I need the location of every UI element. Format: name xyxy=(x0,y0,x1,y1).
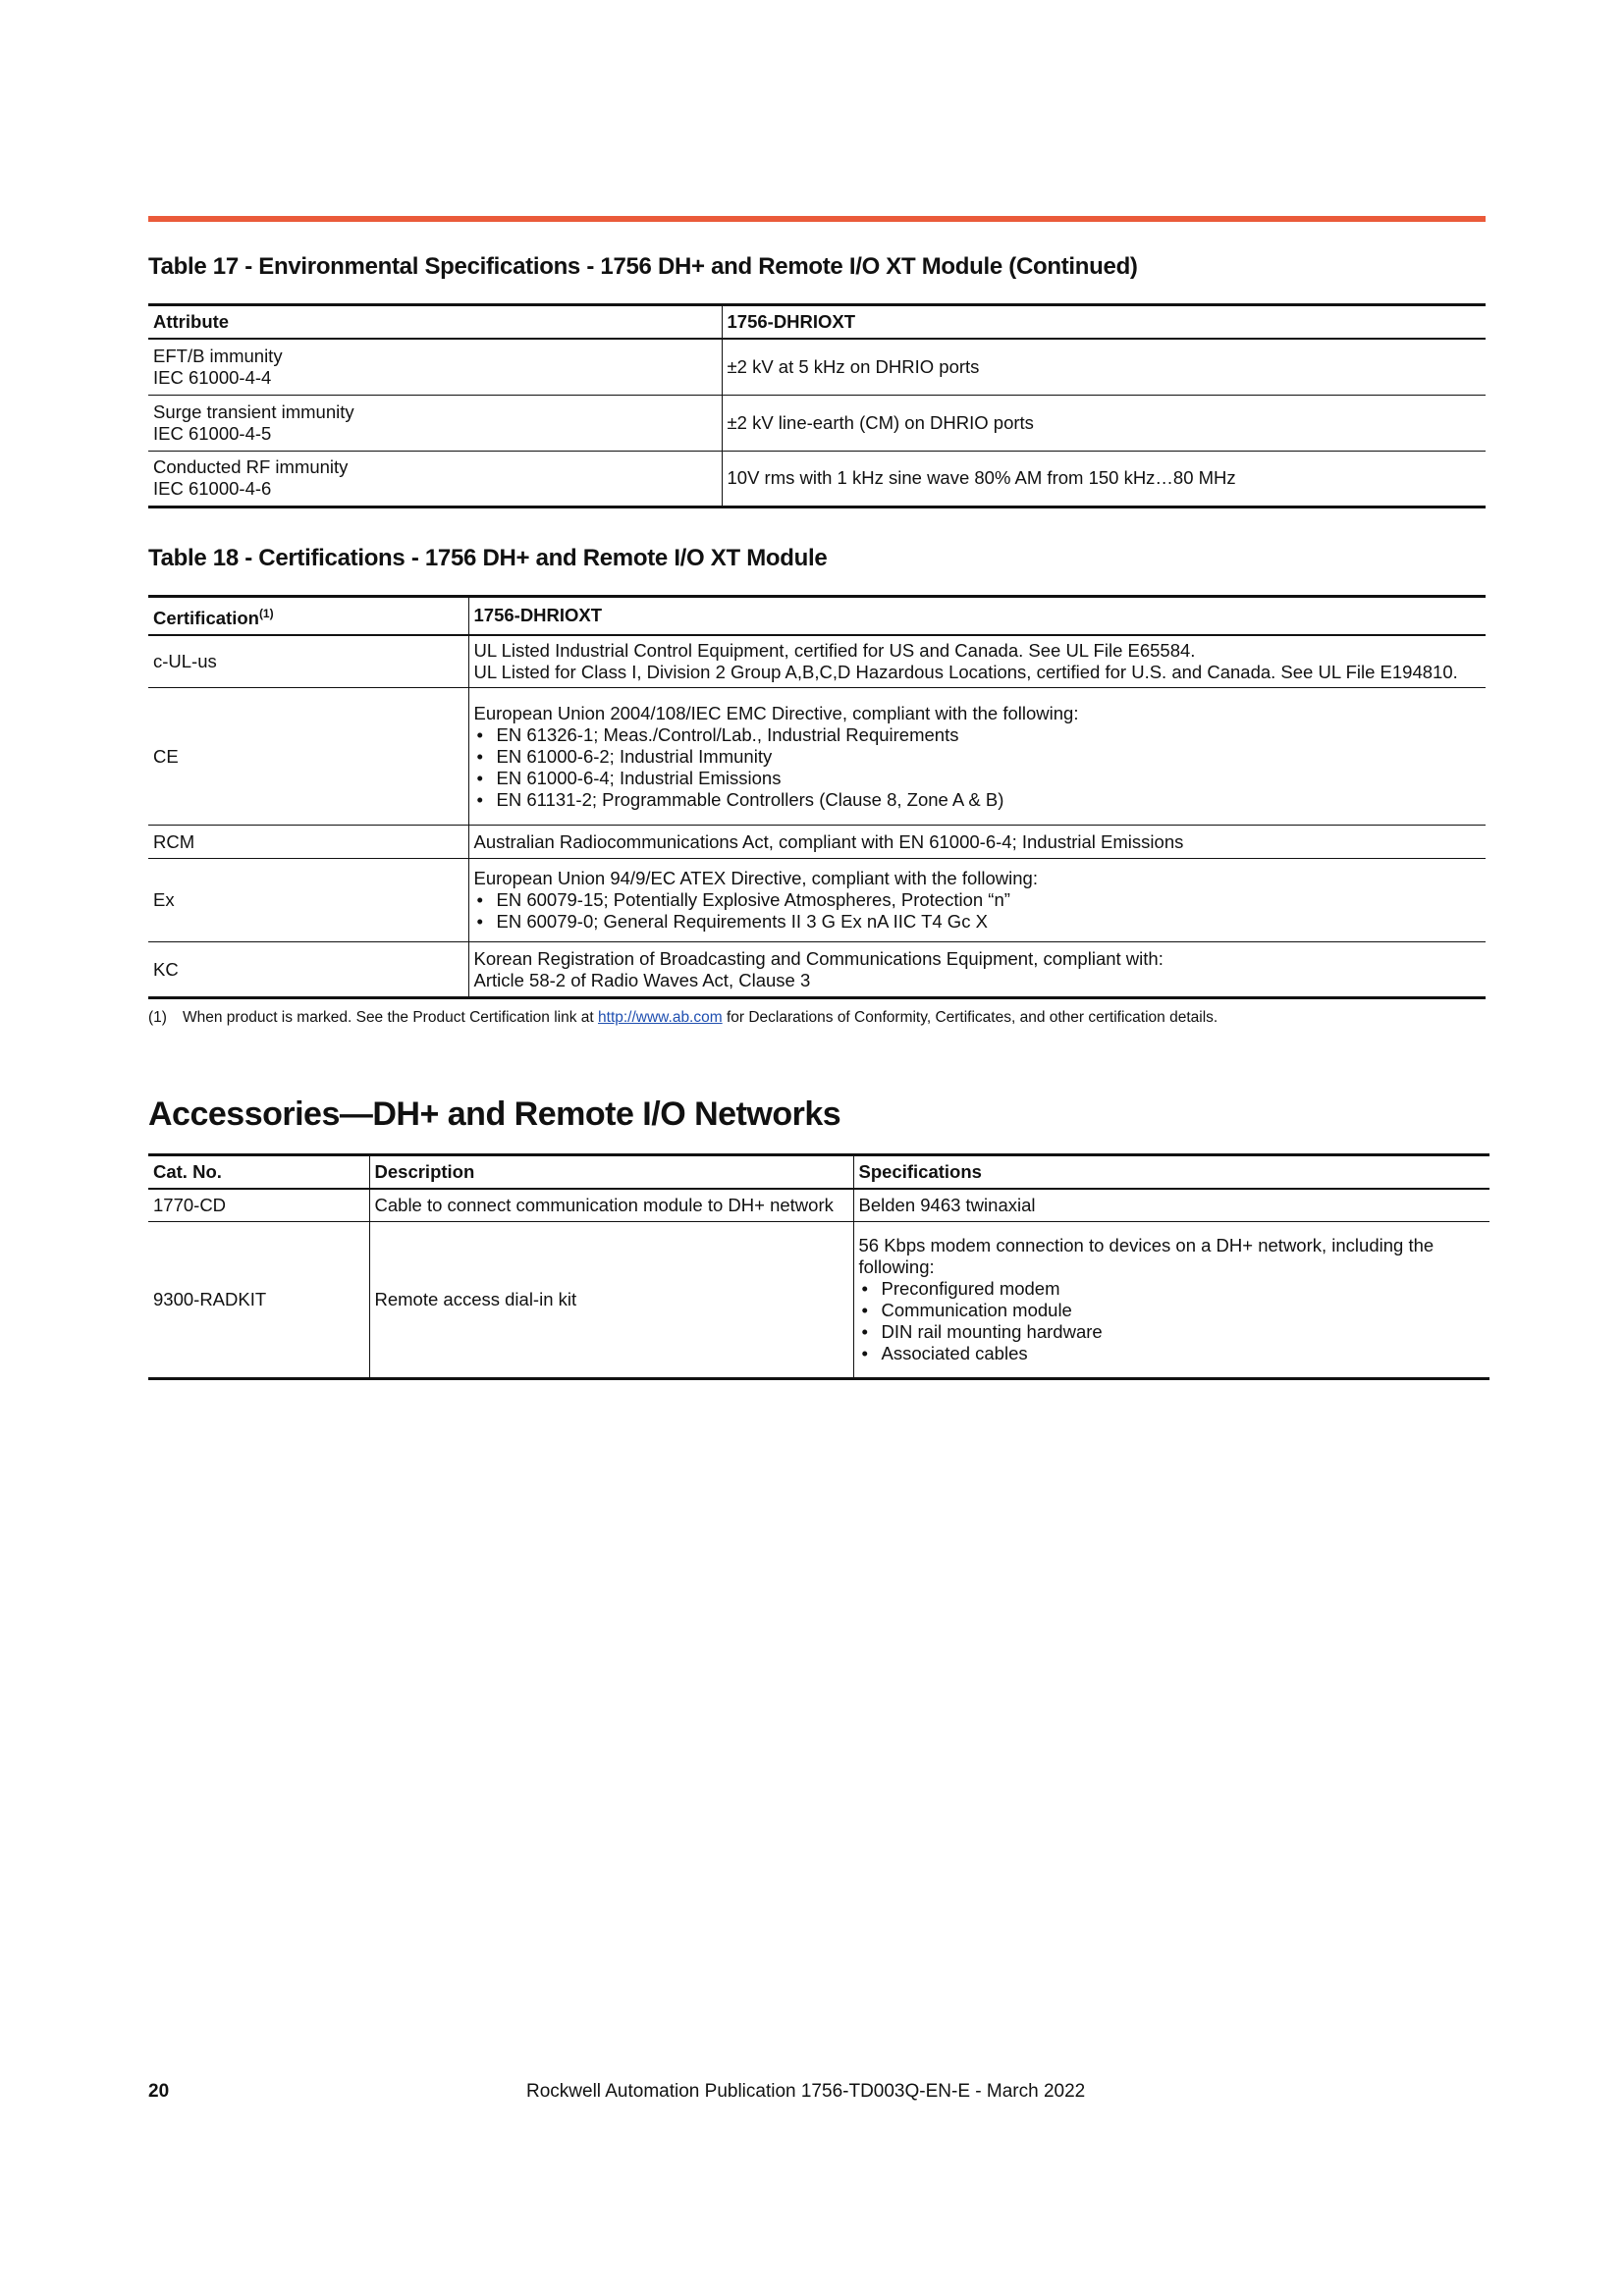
certification-details xyxy=(468,826,1486,859)
attribute-cell xyxy=(148,395,722,451)
bullet-list xyxy=(474,724,1482,811)
ab-com-link[interactable]: http://www.ab.com xyxy=(598,1009,723,1027)
table-header-row xyxy=(148,1155,1489,1190)
column-header-module: 1756-DHRIOXT xyxy=(468,596,1486,635)
page-number: 20 xyxy=(148,2081,170,2102)
column-header-specifications: Specifications xyxy=(853,1155,1489,1190)
table-header-row xyxy=(148,305,1486,340)
certification-cell: c-UL-us xyxy=(148,635,468,688)
bullet-item: • Communication module xyxy=(859,1300,1486,1321)
footnote-mark: (1) xyxy=(148,1009,167,1027)
cat-no-cell: 9300-RADKIT xyxy=(148,1221,369,1378)
bullet-list xyxy=(474,889,1482,933)
column-header-module: 1756-DHRIOXT xyxy=(722,305,1486,340)
header-accent-rule xyxy=(148,216,1486,222)
publication-info: Rockwell Automation Publication 1756-TD003Q-EN-E - March 2022 xyxy=(526,2081,1086,2102)
column-header-description: Description xyxy=(369,1155,853,1190)
table-row-c-ul-us xyxy=(148,635,1486,688)
attribute-name: Surge transient immunity xyxy=(153,400,354,422)
table-row xyxy=(148,339,1486,395)
value-cell: ±2 kV line-earth (CM) on DHRIO ports xyxy=(722,395,1486,451)
certification-header-label: Certification xyxy=(153,607,259,628)
attribute-cell xyxy=(148,451,722,507)
cat-no-cell: 1770-CD xyxy=(148,1189,369,1221)
bullet-item: • EN 61326-1; Meas./Control/Lab., Industrial Requirements xyxy=(474,724,1482,746)
table-17-title: Table 17 - Environmental Specifications - 1756 DH+ and Remote I/O XT Module (Continued) xyxy=(148,253,1138,280)
bullet-item: • DIN rail mounting hardware xyxy=(859,1321,1486,1343)
table-row-ex xyxy=(148,859,1486,942)
column-header-cat-no: Cat. No. xyxy=(148,1155,369,1190)
detail-line: Australian Radiocommunications Act, compliant with EN 61000-6-4; Industrial Emissions xyxy=(473,830,1184,852)
specifications-cell xyxy=(853,1221,1489,1378)
accessories-heading: Accessories—DH+ and Remote I/O Networks xyxy=(148,1095,841,1134)
bullet-item: • EN 60079-0; General Requirements II 3 G Ex nA IIC T4 Gc X xyxy=(474,911,1482,933)
table-row-kc xyxy=(148,942,1486,998)
description-cell: Cable to connect communication module to DH+ network xyxy=(369,1189,853,1221)
attribute-standard: IEC 61000-4-4 xyxy=(153,366,272,388)
detail-intro: European Union 94/9/EC ATEX Directive, compliant with the following: xyxy=(473,868,1038,889)
page-content xyxy=(148,216,1486,1380)
certification-details xyxy=(468,942,1486,998)
bullet-item: • Preconfigured modem xyxy=(859,1278,1486,1300)
bullet-item: • Associated cables xyxy=(859,1343,1486,1364)
table-18-title: Table 18 - Certifications - 1756 DH+ and Remote I/O XT Module xyxy=(148,544,828,571)
description-cell: Remote access dial-in kit xyxy=(369,1221,853,1378)
value-cell: 10V rms with 1 kHz sine wave 80% AM from 150 kHz…80 MHz xyxy=(722,451,1486,507)
table-header-row xyxy=(148,596,1486,635)
detail-line: UL Listed for Class I, Division 2 Group A,B,C,D Hazardous Locations, certified for U.S. and Canada. See UL File E194810. xyxy=(473,661,1458,682)
table-row xyxy=(148,395,1486,451)
footnote-text-before: When product is marked. See the Product Certification link at xyxy=(183,1009,599,1027)
attribute-name: EFT/B immunity xyxy=(153,345,283,366)
value-cell: ±2 kV at 5 kHz on DHRIO ports xyxy=(722,339,1486,395)
detail-intro: European Union 2004/108/IEC EMC Directive, compliant with the following: xyxy=(473,702,1079,723)
specifications-cell: Belden 9463 twinaxial xyxy=(853,1189,1489,1221)
detail-line: UL Listed Industrial Control Equipment, certified for US and Canada. See UL File E65584. xyxy=(473,639,1196,661)
detail-line: Article 58-2 of Radio Waves Act, Clause 3 xyxy=(473,969,811,990)
table-17 xyxy=(148,303,1486,508)
footnote-text-after: for Declarations of Conformity, Certificates, and other certification details. xyxy=(722,1009,1218,1027)
certification-details xyxy=(468,688,1486,826)
column-header-attribute: Attribute xyxy=(148,305,722,340)
accessories-table xyxy=(148,1153,1489,1380)
attribute-standard: IEC 61000-4-5 xyxy=(153,422,272,444)
table-row-1770-cd xyxy=(148,1189,1489,1221)
certification-cell: CE xyxy=(148,688,468,826)
table-row-9300-radkit xyxy=(148,1221,1489,1378)
table-row-ce xyxy=(148,688,1486,826)
bullet-item: • EN 61131-2; Programmable Controllers (Clause 8, Zone A & B) xyxy=(474,789,1482,811)
certification-cell: Ex xyxy=(148,859,468,942)
certification-details xyxy=(468,859,1486,942)
certification-cell: RCM xyxy=(148,826,468,859)
table-row xyxy=(148,451,1486,507)
detail-line: Korean Registration of Broadcasting and Communications Equipment, compliant with: xyxy=(473,947,1164,969)
table-18-footnote xyxy=(148,1009,1486,1027)
bullet-list xyxy=(859,1278,1486,1364)
certification-cell: KC xyxy=(148,942,468,998)
table-18 xyxy=(148,595,1486,1000)
column-header-certification xyxy=(148,596,468,635)
attribute-standard: IEC 61000-4-6 xyxy=(153,478,272,499)
bullet-item: • EN 61000-6-2; Industrial Immunity xyxy=(474,746,1482,768)
spec-intro: 56 Kbps modem connection to devices on a DH+ network, including the following: xyxy=(858,1234,1435,1277)
attribute-name: Conducted RF immunity xyxy=(153,456,349,477)
attribute-cell xyxy=(148,339,722,395)
certification-details xyxy=(468,635,1486,688)
footnote-reference: (1) xyxy=(258,606,274,620)
table-row-rcm xyxy=(148,826,1486,859)
bullet-item: • EN 61000-6-4; Industrial Emissions xyxy=(474,768,1482,789)
bullet-item: • EN 60079-15; Potentially Explosive Atmospheres, Protection “n” xyxy=(474,889,1482,911)
